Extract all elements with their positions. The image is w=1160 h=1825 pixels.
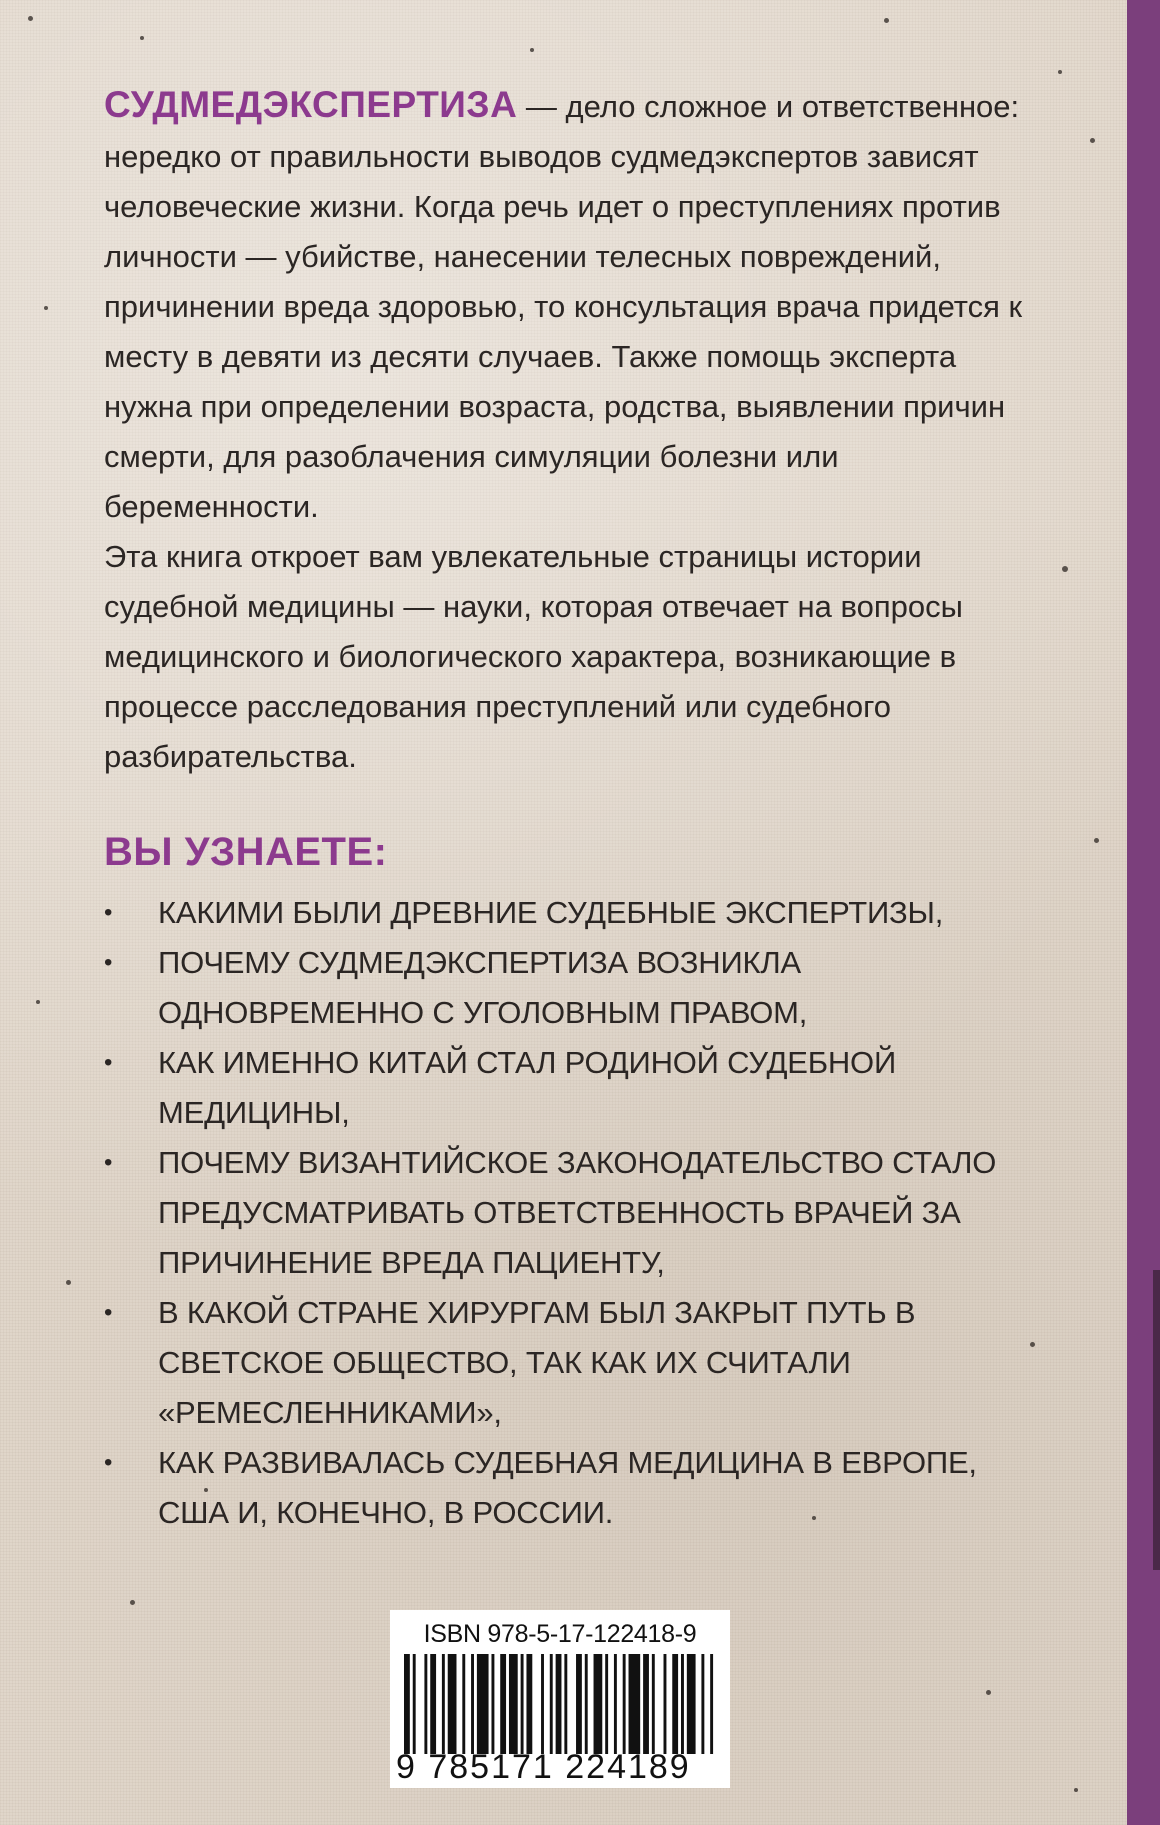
intro-paragraph-1-text: — дело сложное и ответственное: нередко от правильности выводов судмедэкспертов зависят человеческие жизни. Когда речь идет о преступлениях против личности — убийстве, нанесении телесных повреждений, причинении вреда здоровью, то консультация врача придется к месту в девяти из десяти случаев. Также помощь эксперта нужна при определении возраста, родства, выявлении причин смерти, для разоблачения симуляции болезни или беременности. — [104, 89, 1023, 524]
list-item-text: КАК ИМЕННО КИТАЙ СТАЛ РОДИНОЙ СУДЕБНОЙ МЕДИЦИНЫ, — [158, 1045, 897, 1130]
barcode-bar — [664, 1654, 667, 1754]
list-item — [104, 1288, 1034, 1438]
barcode-bar — [556, 1654, 562, 1754]
barcode-bar — [576, 1654, 582, 1754]
barcode-bar — [564, 1654, 567, 1754]
spine-shadow — [1153, 1270, 1160, 1570]
paper-speck — [36, 1000, 40, 1004]
barcode-bar — [623, 1654, 626, 1754]
paper-speck — [28, 16, 33, 21]
list-item-text: ПОЧЕМУ СУДМЕДЭКСПЕРТИЗА ВОЗНИКЛА ОДНОВРЕМЕННО С УГОЛОВНЫМ ПРАВОМ, — [158, 945, 808, 1030]
barcode-bar — [448, 1654, 457, 1754]
paper-speck — [530, 48, 534, 52]
intro-paragraph-2: Эта книга откроет вам увлекательные страницы истории судебной медицины — науки, которая отвечает на вопросы медицинского и биологического характера, возникающие в процессе расследования преступлений или судебного разбирательства. — [104, 539, 963, 774]
barcode-bar — [643, 1654, 649, 1754]
barcode-bar — [471, 1654, 474, 1754]
bullet-icon: • — [104, 1049, 113, 1076]
list-item — [104, 1438, 1034, 1538]
list-item — [104, 938, 1034, 1038]
list-item-text: В КАКОЙ СТРАНЕ ХИРУРГАМ БЫЛ ЗАКРЫТ ПУТЬ В СВЕТСКОЕ ОБЩЕСТВО, ТАК КАК ИХ СЧИТАЛИ «РЕМЕСЛЕННИКАМИ», — [158, 1295, 916, 1430]
paper-speck — [1074, 1788, 1078, 1792]
barcode-bar — [550, 1654, 553, 1754]
paper-speck — [44, 306, 48, 310]
paper-speck — [884, 18, 889, 23]
barcode-bar — [413, 1654, 416, 1754]
barcode-bar — [594, 1654, 603, 1754]
barcode-bar — [710, 1654, 713, 1754]
barcode-bar — [605, 1654, 608, 1754]
barcode-bar — [652, 1654, 655, 1754]
barcode-bar — [681, 1654, 684, 1754]
barcode-bar — [462, 1654, 465, 1754]
barcode-bar — [509, 1654, 518, 1754]
bullet-icon: • — [104, 1299, 113, 1326]
bullet-icon: • — [104, 1149, 113, 1176]
learn-heading: ВЫ УЗНАЕТЕ: — [104, 830, 388, 874]
barcode-bar — [424, 1654, 427, 1754]
intro-paragraph-1 — [104, 80, 1034, 532]
paper-speck — [986, 1690, 991, 1695]
bullet-icon: • — [104, 949, 113, 976]
paper-speck — [130, 1600, 135, 1605]
barcode-bar — [541, 1654, 544, 1754]
barcode-bar — [477, 1654, 489, 1754]
description-text — [104, 80, 1034, 782]
bullet-icon: • — [104, 1449, 113, 1476]
barcode-bars — [404, 1654, 716, 1754]
barcode-bar — [614, 1654, 617, 1754]
paper-speck — [1062, 566, 1068, 572]
paper-speck — [66, 1280, 71, 1285]
barcode-bar — [521, 1654, 524, 1754]
list-item-text: ПОЧЕМУ ВИЗАНТИЙСКОЕ ЗАКОНОДАТЕЛЬСТВО СТАЛО ПРЕДУСМАТРИВАТЬ ОТВЕТСТВЕННОСТЬ ВРАЧЕЙ ЗА ПРИЧИНЕНИЕ ВРЕДА ПАЦИЕНТУ, — [158, 1145, 997, 1280]
isbn-digits: 9 785171 224189 — [396, 1748, 691, 1786]
barcode-bar — [442, 1654, 445, 1754]
barcode-bar — [687, 1654, 696, 1754]
isbn-label: ISBN 978-5-17-122418-9 — [423, 1620, 697, 1648]
lead-term: СУДМЕДЭКСПЕРТИЗА — [104, 84, 518, 125]
barcode-bar — [500, 1654, 506, 1754]
barcode-bar — [629, 1654, 641, 1754]
isbn-barcode — [390, 1610, 730, 1788]
barcode-bar — [672, 1654, 678, 1754]
barcode-bar — [701, 1654, 704, 1754]
barcode-bar — [491, 1654, 494, 1754]
barcode-bar — [585, 1654, 588, 1754]
paper-speck — [1058, 70, 1062, 74]
list-item-text: КАК РАЗВИВАЛАСЬ СУДЕБНАЯ МЕДИЦИНА В ЕВРОПЕ, США И, КОНЕЧНО, В РОССИИ. — [158, 1445, 977, 1530]
list-item-text: КАКИМИ БЫЛИ ДРЕВНИЕ СУДЕБНЫЕ ЭКСПЕРТИЗЫ, — [158, 895, 944, 930]
paper-speck — [1094, 838, 1099, 843]
barcode-bar — [526, 1654, 532, 1754]
barcode-graphic — [404, 1654, 716, 1754]
list-item — [104, 1138, 1034, 1288]
paper-speck — [140, 36, 144, 40]
bullet-icon: • — [104, 899, 113, 926]
list-item — [104, 1038, 1034, 1138]
paper-speck — [1090, 138, 1095, 143]
barcode-bar — [404, 1654, 410, 1754]
learn-list — [104, 888, 1034, 1538]
list-item — [104, 888, 1034, 938]
barcode-bar — [430, 1654, 436, 1754]
